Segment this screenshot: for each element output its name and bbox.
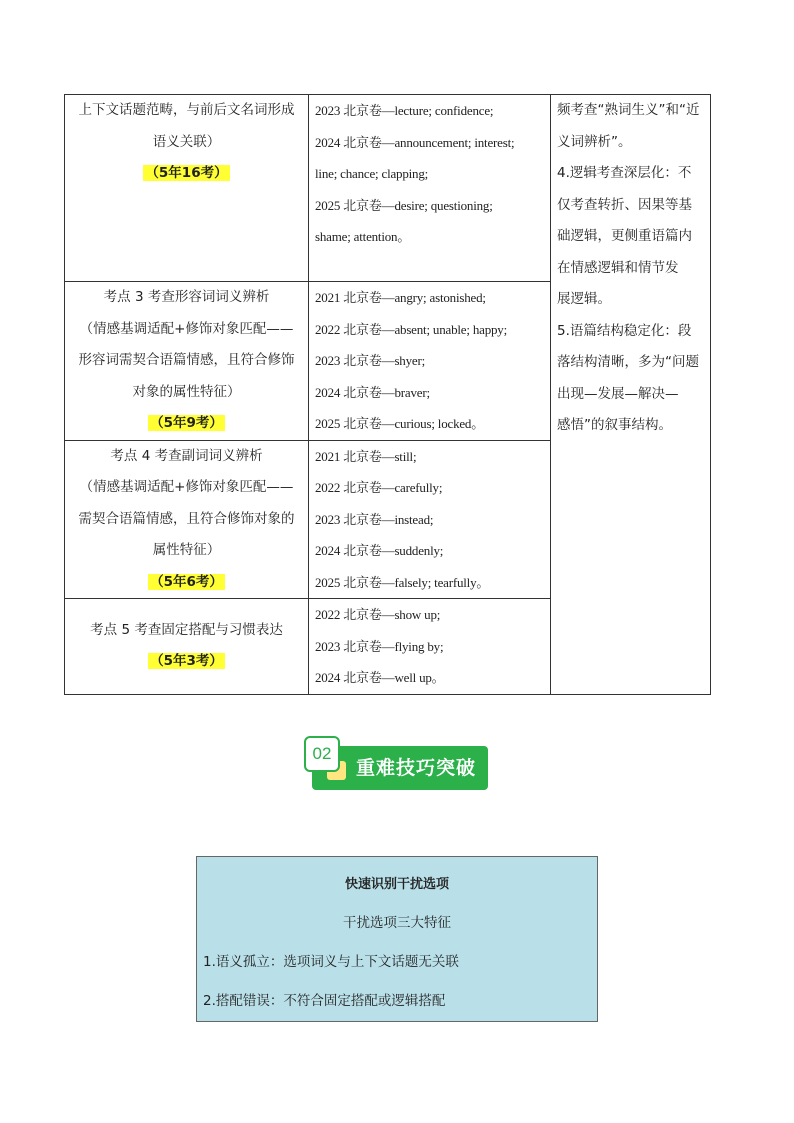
trend-line: 5.语篇结构稳定化：段: [557, 322, 692, 339]
point-cell: [65, 440, 309, 599]
example-line: 2025 北京卷—curious; locked。: [315, 416, 485, 431]
example-line: shame; attention。: [315, 229, 411, 244]
point-text: （情感基调适配+修饰对象匹配——: [79, 479, 294, 495]
example-line: 2025 北京卷—desire; questioning;: [315, 197, 493, 213]
example-line: 2021 北京卷—still;: [315, 448, 417, 464]
tip-box: [196, 856, 598, 1022]
tip-item: 2.搭配错误：不符合固定搭配或逻辑搭配: [203, 993, 446, 1009]
point-text: 需契合语篇情感，且符合修饰对象的: [78, 510, 295, 527]
trend-line: 4.逻辑考查深层化：不: [557, 165, 692, 181]
point-text: （情感基调适配+修饰对象匹配——: [79, 320, 294, 337]
point-text: 语义关联）: [152, 133, 221, 150]
trend-line: 频考查“熟词生义”和“近: [557, 102, 700, 118]
example-line: 2023 北京卷—flying by;: [315, 638, 444, 654]
count-badge: （5年16考）: [145, 165, 228, 181]
example-line: line; chance; clapping;: [315, 166, 429, 181]
tip-item: 1.语义孤立：选项词义与上下文话题无关联: [203, 954, 459, 970]
example-line: 2024 北京卷—braver;: [315, 384, 430, 400]
example-line: 2025 北京卷—falsely; tearfully。: [315, 574, 490, 590]
trend-line: 展逻辑。: [557, 291, 611, 307]
exam-points-table: [64, 94, 711, 695]
point-text: 考点 3 考查形容词词义辨析: [103, 289, 270, 305]
example-line: 2023 北京卷—shyer;: [315, 353, 426, 368]
count-badge: （5年9考）: [150, 415, 223, 431]
example-line: 2023 北京卷—instead;: [315, 511, 434, 527]
point-cell: [65, 95, 309, 282]
section-title: 重难技巧突破: [356, 757, 477, 779]
examples-cell: [309, 440, 551, 599]
example-line: 2022 北京卷—absent; unable; happy;: [315, 321, 508, 337]
trend-cell: [551, 95, 711, 695]
example-line: 2022 北京卷—show up;: [315, 607, 441, 622]
point-cell: [65, 282, 309, 441]
trend-line: 础逻辑，更侧重语篇内: [557, 228, 692, 244]
section-number: 02: [304, 736, 340, 772]
example-line: 2024 北京卷—announcement; interest;: [315, 134, 515, 150]
point-text: 形容词需契合语篇情感，且符合修饰: [78, 352, 295, 368]
table-row: [65, 95, 711, 282]
trend-line: 落结构清晰，多为“问题: [557, 354, 699, 370]
point-text: 考点 5 考查固定搭配与习惯表达: [90, 621, 283, 638]
point-text: 上下文话题范畴，与前后文名词形成: [78, 102, 295, 118]
tip-box-title: 快速识别干扰选项: [344, 877, 449, 892]
point-cell: [65, 599, 309, 695]
point-text: 对象的属性特征）: [132, 383, 241, 400]
point-text: 属性特征）: [152, 542, 221, 558]
examples-cell: [309, 95, 551, 282]
trend-line: 仅考查转折、因果等基: [557, 196, 692, 213]
trend-line: 出现—发展—解决—: [557, 385, 679, 402]
trend-line: 感悟”的叙事结构。: [557, 417, 672, 433]
trend-line: 义词辨析”。: [557, 133, 632, 150]
tip-box-subtitle: 干扰选项三大特征: [343, 915, 451, 931]
count-badge: （5年6考）: [150, 573, 223, 590]
trend-line: 在情感逻辑和情节发: [557, 259, 679, 276]
example-line: 2021 北京卷—angry; astonished;: [315, 290, 486, 305]
examples-cell: [309, 599, 551, 695]
example-line: 2022 北京卷—carefully;: [315, 480, 443, 495]
point-text: 考点 4 考查副词词义辨析: [110, 447, 263, 464]
example-line: 2023 北京卷—lecture; confidence;: [315, 103, 494, 118]
examples-cell: [309, 282, 551, 441]
example-line: 2024 北京卷—suddenly;: [315, 543, 444, 558]
example-line: 2024 北京卷—well up。: [315, 670, 445, 685]
count-badge: （5年3考）: [150, 653, 223, 670]
